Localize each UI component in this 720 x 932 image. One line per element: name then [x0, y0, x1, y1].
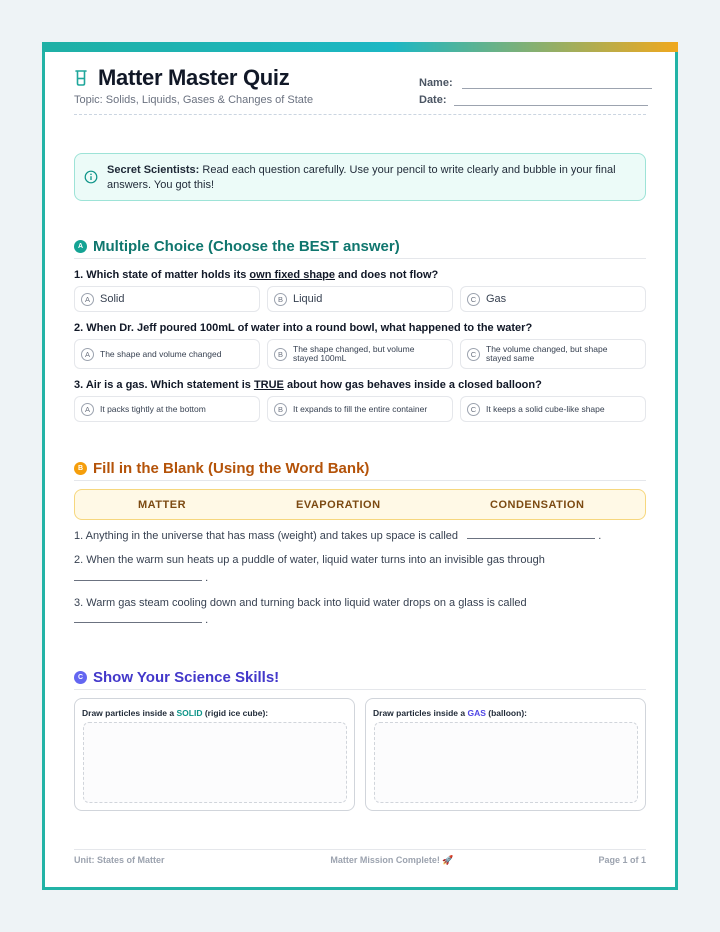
instructions-notice — [74, 153, 646, 201]
answer-blank-1[interactable] — [467, 529, 595, 539]
date-label: Date: — [419, 94, 447, 106]
question-3: 3. Air is a gas. Which statement is TRUE about how gas behaves inside a closed balloon? — [74, 379, 542, 391]
draw-label-solid: Draw particles inside a SOLID (rigid ice cube): — [82, 708, 269, 718]
fill-item-1: 1. Anything in the universe that has mass (weight) and takes up space is called . — [74, 530, 602, 542]
draw-card-solid — [74, 698, 355, 811]
option-1b[interactable]: B Liquid — [267, 286, 453, 312]
name-field — [419, 77, 652, 89]
fill-item-3-answer: . — [74, 613, 208, 626]
option-2c[interactable]: C The volume changed, but shape stayed same — [460, 339, 646, 369]
footer-center: Matter Mission Complete! 🚀 — [330, 855, 454, 865]
date-input-line[interactable] — [454, 94, 648, 106]
fill-item-2-text: 2. When the warm sun heats up a puddle of water, liquid water turns into an invisible gas through — [74, 554, 545, 566]
name-label: Name: — [419, 77, 453, 89]
name-input-line[interactable] — [462, 77, 652, 89]
question-2: 2. When Dr. Jeff poured 100mL of water into a round bowl, what happened to the water? — [74, 322, 533, 334]
notice-text: Secret Scientists: Read each question carefully. Use your pencil to write clearly and bubble in your final answers. You got this! — [107, 164, 616, 191]
fill-item-2-answer: . — [74, 571, 208, 584]
option-2b[interactable]: B The shape changed, but volume stayed 100mL — [267, 339, 453, 369]
section-c-header — [74, 666, 646, 690]
answer-blank-2[interactable] — [74, 571, 202, 581]
word-bank-item: MATTER — [138, 499, 187, 511]
option-3c[interactable]: C It keeps a solid cube-like shape — [460, 396, 646, 422]
section-c-title: Show Your Science Skills! — [93, 669, 280, 686]
section-a-title: Multiple Choice (Choose the BEST answer) — [93, 238, 400, 255]
beaker-icon — [74, 70, 88, 86]
topic-line: Topic: Solids, Liquids, Gases & Changes of State — [74, 94, 314, 106]
fill-item-3-text: 3. Warm gas steam cooling down and turning back into liquid water drops on a glass is called — [74, 597, 527, 609]
date-field — [419, 94, 648, 106]
section-b-title: Fill in the Blank (Using the Word Bank) — [93, 460, 370, 477]
drawing-area-solid[interactable] — [83, 722, 347, 803]
word-bank — [74, 489, 646, 520]
footer-unit: Unit: States of Matter — [74, 855, 165, 865]
info-icon — [84, 170, 98, 184]
draw-card-gas — [365, 698, 646, 811]
option-2a[interactable]: A The shape and volume changed — [74, 339, 260, 369]
section-b-header — [74, 457, 646, 481]
section-a-header — [74, 235, 646, 259]
question-2-options — [74, 339, 646, 369]
footer-divider — [74, 849, 646, 850]
section-c-badge: C — [74, 671, 87, 684]
header-accent-bar — [42, 42, 678, 52]
section-a-badge: A — [74, 240, 87, 253]
option-3b[interactable]: B It expands to fill the entire container — [267, 396, 453, 422]
word-bank-item: CONDENSATION — [490, 499, 585, 511]
word-bank-item: EVAPORATION — [296, 499, 381, 511]
question-1: 1. Which state of matter holds its own fixed shape and does not flow? — [74, 269, 439, 281]
quiz-page — [42, 42, 678, 890]
option-1c[interactable]: C Gas — [460, 286, 646, 312]
option-3a[interactable]: A It packs tightly at the bottom — [74, 396, 260, 422]
page-title: Matter Master Quiz — [98, 65, 290, 90]
question-3-options — [74, 396, 646, 422]
section-b-badge: B — [74, 462, 87, 475]
title-row — [74, 65, 289, 91]
drawing-area-gas[interactable] — [374, 722, 638, 803]
header-divider — [74, 114, 646, 115]
footer-page-number: Page 1 of 1 — [598, 855, 646, 865]
option-1a[interactable]: A Solid — [74, 286, 260, 312]
question-1-options — [74, 286, 646, 312]
answer-blank-3[interactable] — [74, 613, 202, 623]
draw-label-gas: Draw particles inside a GAS (balloon): — [373, 708, 527, 718]
